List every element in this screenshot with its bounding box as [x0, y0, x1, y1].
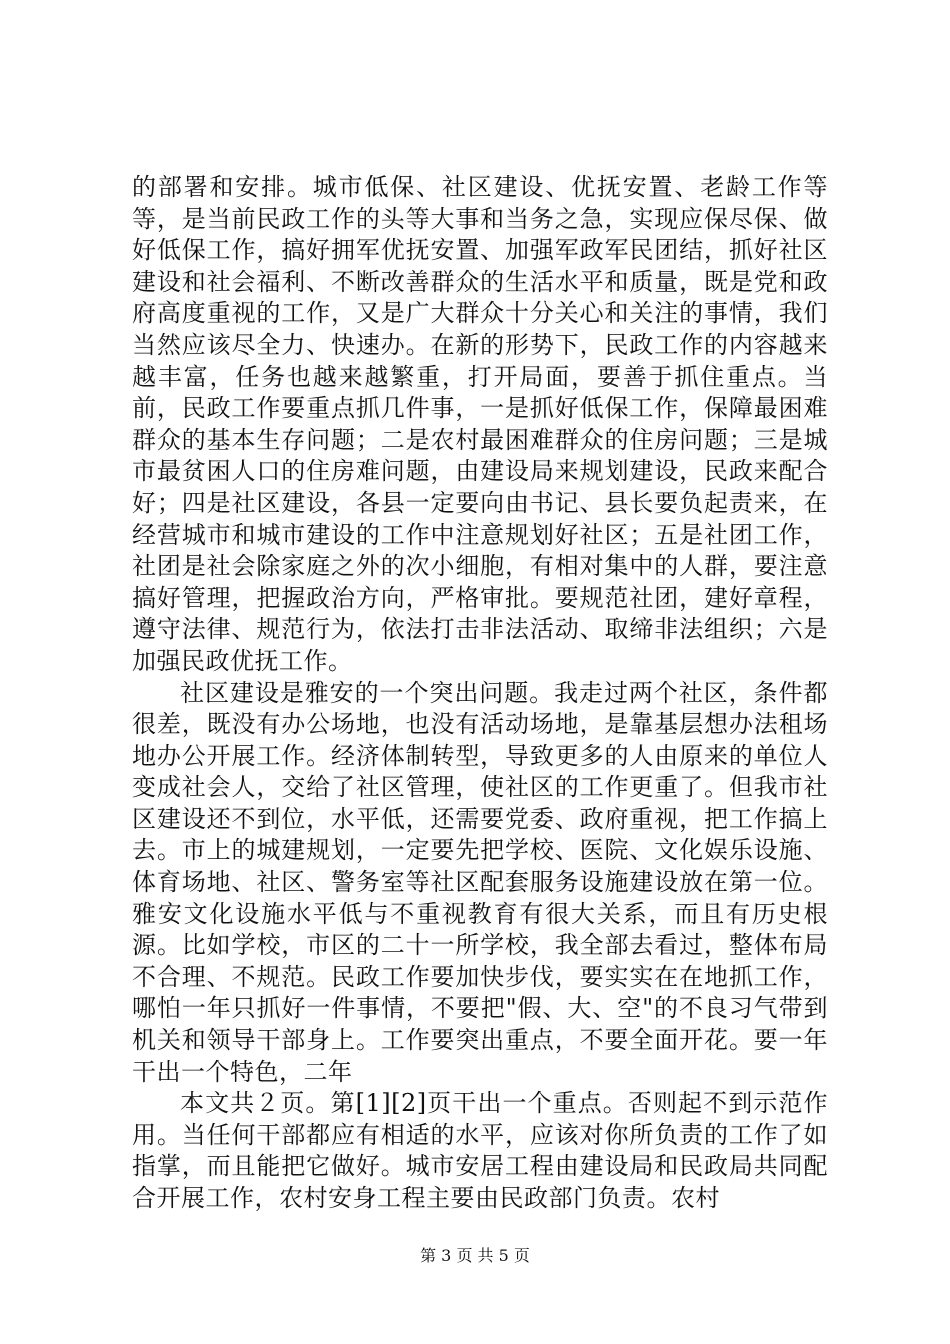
paragraph-3: 本文共２页。第[1][2]页干出一个重点。否则起不到示范作用。当任何干部都应有相适的水平，应该对你所负责的工作了如指掌，而且能把它做好。城市安居工程由建设局和民政局共同配合开展工作，农村安身工程主要由民政部门负责。农村 — [132, 1089, 828, 1212]
paragraph-1: 的部署和安排。城市低保、社区建设、优抚安置、老龄工作等等，是当前民政工作的头等大事和当务之急，实现应保尽保、做好低保工作，搞好拥军优抚安置、加强军政军民团结，抓好社区建设和社会福利、不断改善群众的生活水平和质量，既是党和政府高度重视的工作，又是广大群众十分关心和关注的事情，我们当然应该尽全力、快速办。在新的形势下，民政工作的内容越来越丰富，任务也越来越繁重，打开局面，要善于抓住重点。当前，民政工作要重点抓几件事，一是抓好低保工作，保障最困难群众的基本生存问题；二是农村最困难群众的住房问题；三是城市最贫困人口的住房难问题，由建设局来规划建设，民政来配合好；四是社区建设，各县一定要向由书记、县长要负起责来，在经营城市和城市建设的工作中注意规划好社区；五是社团工作，社团是社会除家庭之外的次小细胞，有相对集中的人群，要注意搞好管理，把握政治方向，严格审批。要规范社团，建好章程，遵守法律、规范行为，依法打击非法活动、取缔非法组织；六是加强民政优抚工作。 — [132, 173, 828, 675]
document-body — [132, 172, 828, 1215]
page-footer: 第 3 页 共 5 页 — [420, 1246, 530, 1265]
paragraph-2: 社区建设是雅安的一个突出问题。我走过两个社区，条件都很差，既没有办公场地，也没有活动场地，是靠基层想办法租场地办公开展工作。经济体制转型，导致更多的人由原来的单位人变成社会人，交给了社区管理，使社区的工作更重了。但我市社区建设还不到位，水平低，还需要党委、政府重视，把工作搞上去。市上的城建规划，一定要先把学校、医院、文化娱乐设施、体育场地、社区、警务室等社区配套服务设施建设放在第一位。雅安文化设施水平低与不重视教育有很大关系，而且有历史根源。比如学校，市区的二十一所学校，我全部去看过，整体布局不合理、不规范。民政工作要加快步伐，要实实在在地抓工作，哪怕一年只抓好一件事情，不要把"假、大、空"的不良习气带到机关和领导干部身上。工作要突出重点，不要全面开花。要一年干出一个特色，二年 — [132, 678, 828, 1086]
